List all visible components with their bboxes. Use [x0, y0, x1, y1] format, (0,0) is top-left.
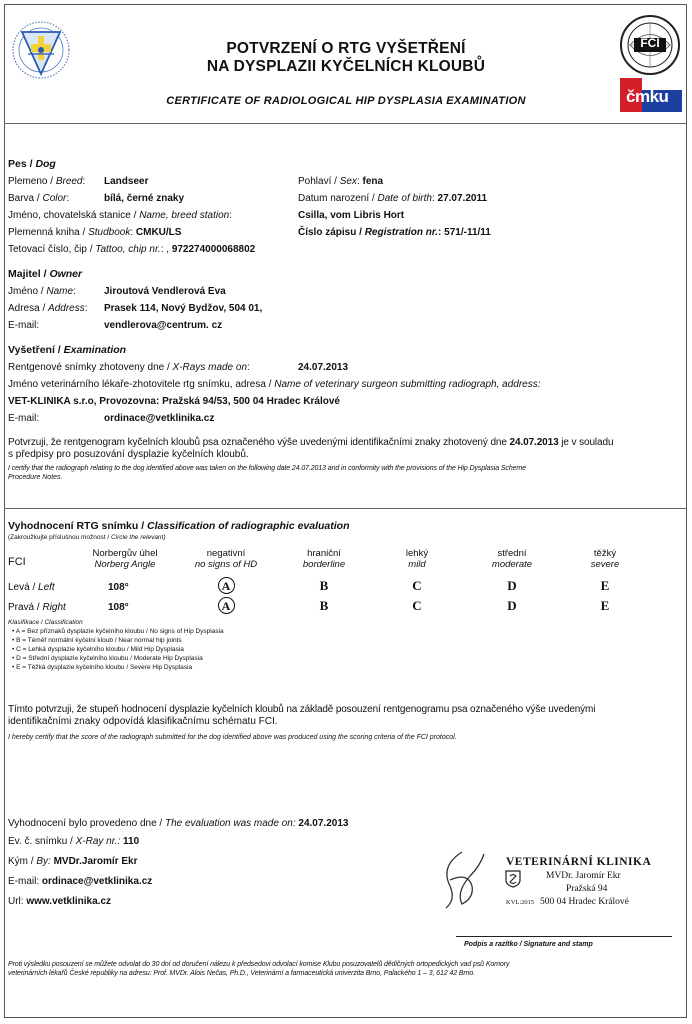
row-left-label: Levá / Left: [8, 582, 55, 593]
stamp-line-1: MVDr. Jaromír Ekr: [546, 871, 621, 881]
tattoo-value: 972274000068802: [171, 244, 256, 255]
stamp-line-3: 500 04 Hradec Králové: [540, 897, 629, 907]
col-header-a: negativní no signs of HD: [194, 548, 258, 570]
evaluator-value: MVDr.Jaromír Ekr: [53, 856, 138, 867]
classification-item-e: • E = Těžká dysplazie kyčelního kloubu / Severe Hip Dysplasia: [12, 664, 193, 671]
col-header-c: lehký mild: [405, 548, 429, 570]
confirm-en-line-1: I certify that the radiograph relating to the dog identified above was taken on the following date 24.07.2013 and in conformity with the provisions of the Hip Dysplasia Scheme: [8, 465, 526, 472]
row-right-grade-d: D: [507, 598, 517, 613]
footer-email-label: E-mail: ordinace@vetklinika.cz: [8, 876, 153, 887]
row-left-angle: 108°: [108, 582, 129, 593]
stamp-clinic-name: VETERINÁRNÍ KLINIKA: [506, 856, 652, 868]
name-label: Jméno, chovatelská stanice / Name, breed station:: [8, 210, 233, 221]
appeal-note-line-1: Proti výsledku posouzení se můžete odvolat do 30 dní od doručení nálezu k předsedovi odvolací komise Klubu posuzovatelů dědičných ortopedických vad psů Komory: [8, 961, 510, 968]
evaluator-label: Kým / By: MVDr.Jaromír Ekr: [8, 856, 138, 867]
cmku-logo-text: čmku: [626, 87, 669, 106]
statement-en: I hereby certify that the score of the radiograph submitted for the dog identified above was produced using the scoring criteria of the FCI protocol.: [8, 734, 457, 741]
xray-nr-label: Ev. č. snímku / X-Ray nr.: 110: [8, 836, 140, 847]
divider-middle: [4, 508, 687, 509]
owner-section-title: Majitel / Owner: [8, 268, 83, 280]
breed-label: Plemeno / Breed:: [8, 176, 86, 187]
owner-name-value: Jiroutová Vendlerová Eva: [104, 286, 226, 297]
color-value: bílá, černé znaky: [104, 193, 185, 204]
footer-url-value: www.vetklinika.cz: [26, 896, 112, 907]
appeal-note-line-2: veterinárních lékařů České republiky na adresu: Prof. MVDr. Alois Nečas, Ph.D., Veterinární a farmaceutická univerzita Brno, Palackého 1 – 3, 612 42 Brno.: [8, 970, 476, 977]
statement-cz-line-1: Tímto potvrzuji, že stupeň hodnocení dysplazie kyčelních kloubů na základě posouzení rentgenogramu psa označeného výše uvedenými: [8, 704, 596, 715]
dob-label: Datum narození / Date of birth: 27.07.2011: [298, 193, 488, 204]
exam-email-value: ordinace@vetklinika.cz: [104, 413, 215, 424]
evaluation-date-value: 24.07.2013: [298, 818, 349, 829]
signature: [432, 846, 488, 912]
signature-caption: Podpis a razítko / Signature and stamp: [464, 941, 593, 948]
registration-value: 571/-11/11: [444, 227, 491, 238]
col-header-e: těžký severe: [590, 548, 620, 570]
sex-value: fena: [362, 176, 384, 187]
vet-label: Jméno veterinárního lékaře-zhotovitele rtg snímku, adresa / Name of veterinary surgeon submitting radiograph, address:: [8, 379, 541, 390]
confirm-cz-line-2: s předpisy pro posuzování dysplazie kyčelních kloubů.: [8, 449, 249, 460]
owner-address-label: Adresa / Address:: [8, 303, 88, 314]
xray-nr-value: 110: [123, 836, 140, 847]
subtitle: CERTIFICATE OF RADIOLOGICAL HIP DYSPLASIA EXAMINATION: [166, 95, 526, 107]
registration-label: Číslo zápisu / Registration nr.: 571/-11/11: [298, 227, 491, 238]
fci-label: FCI: [8, 556, 26, 568]
evaluation-date-label: Vyhodnocení bylo provedeno dne / The evaluation was made on: 24.07.2013: [8, 818, 349, 829]
dog-section-title: Pes / Dog: [8, 158, 56, 170]
owner-address-value: Prasek 114, Nový Bydžov, 504 01,: [104, 303, 263, 314]
tattoo-label: Tetovací číslo, čip / Tattoo, chip nr.: , 972274000068802: [8, 244, 256, 255]
studbook-label: Plemenná kniha / Studbook: CMKU/LS: [8, 227, 182, 238]
classification-item-b: • B = Téměř normální kyčelní kloub / Near normal hip joints: [12, 637, 182, 644]
breed-value: Landseer: [104, 176, 149, 187]
stamp-code: KVL:2015: [506, 899, 535, 906]
signature-line: [456, 936, 672, 937]
classification-item-a: • A = Bez příznaků dysplazie kyčelního kloubu / No signs of Hip Dysplasia: [12, 628, 224, 635]
circle-note: (Zakroužkujte příslušnou možnost / Circle the relevant): [8, 534, 166, 541]
row-left-grade-e: E: [600, 578, 610, 593]
row-left-grade-d: D: [507, 578, 517, 593]
row-right-grade-b: B: [319, 598, 329, 613]
xray-date-value: 24.07.2013: [298, 362, 349, 373]
footer-email-value: ordinace@vetklinika.cz: [41, 876, 153, 887]
title-line-2: NA DYSPLAZII KYČELNÍCH KLOUBŮ: [206, 58, 486, 75]
col-header-d: střední moderate: [491, 548, 533, 570]
row-left-grade-b: B: [319, 578, 329, 593]
confirm-cz-line-1: Potvrzuji, že rentgenogram kyčelních kloubů psa označeného výše uvedenými identifikačními znaky zhotovený dne 24.07.2013 je v souladu: [8, 437, 614, 448]
fci-logo-text: FCI: [640, 36, 660, 50]
exam-section-title: Vyšetření / Examination: [8, 344, 127, 356]
row-right-grade-c: C: [412, 598, 422, 613]
owner-email-value: vendlerova@centrum. cz: [104, 320, 223, 331]
classification-item-c: • C = Lehká dysplazie kyčelního kloubu / Mild Hip Dysplasia: [12, 646, 184, 653]
evaluation-section-title: Vyhodnocení RTG snímku / Classification of radiographic evaluation: [8, 520, 350, 532]
owner-name-label: Jméno / Name:: [8, 286, 76, 297]
owner-email-label: E-mail:: [8, 320, 40, 331]
classification-title: Klasifikace / Classification: [8, 619, 83, 626]
row-right-grade-a: A: [211, 597, 241, 614]
xray-date-label: Rentgenové snímky zhotoveny dne / X-Rays made on:: [8, 362, 250, 373]
confirm-en-line-2: Procedure Notes.: [8, 474, 63, 481]
footer-url-label: Url: www.vetklinika.cz: [8, 896, 112, 907]
dob-value: 27.07.2011: [437, 193, 488, 204]
stamp-line-2: Pražská 94: [566, 884, 608, 894]
classification-item-d: • D = Střední dysplazie kyčelního kloubu / Moderate Hip Dysplasia: [12, 655, 203, 662]
vet-value: VET-KLINIKA s.r.o, Provozovna: Pražská 94/53, 500 04 Hradec Králové: [8, 396, 340, 407]
row-right-angle: 108°: [108, 602, 129, 613]
row-right-grade-e: E: [600, 598, 610, 613]
col-header-b: hraniční borderline: [302, 548, 346, 570]
sex-label: Pohlaví / Sex: fena: [298, 176, 384, 187]
dog-name-value: Csilla, vom Libris Hort: [298, 210, 405, 221]
col-header-norberg: Norbergův úhel Norberg Angle: [92, 548, 158, 570]
row-right-label: Pravá / Right: [8, 602, 66, 613]
row-left-grade-a: A: [211, 577, 241, 594]
title-line-1: POTVRZENÍ O RTG VYŠETŘENÍ: [226, 40, 466, 57]
statement-cz-line-2: identifikačními znaky odpovídá klasifikačnímu schématu FCI.: [8, 716, 278, 727]
stamp-shield-icon: [505, 870, 521, 888]
studbook-value: CMKU/LS: [135, 227, 182, 238]
divider-top: [4, 123, 687, 124]
row-left-grade-c: C: [412, 578, 422, 593]
exam-email-label: E-mail:: [8, 413, 40, 424]
color-label: Barva / Color:: [8, 193, 70, 204]
